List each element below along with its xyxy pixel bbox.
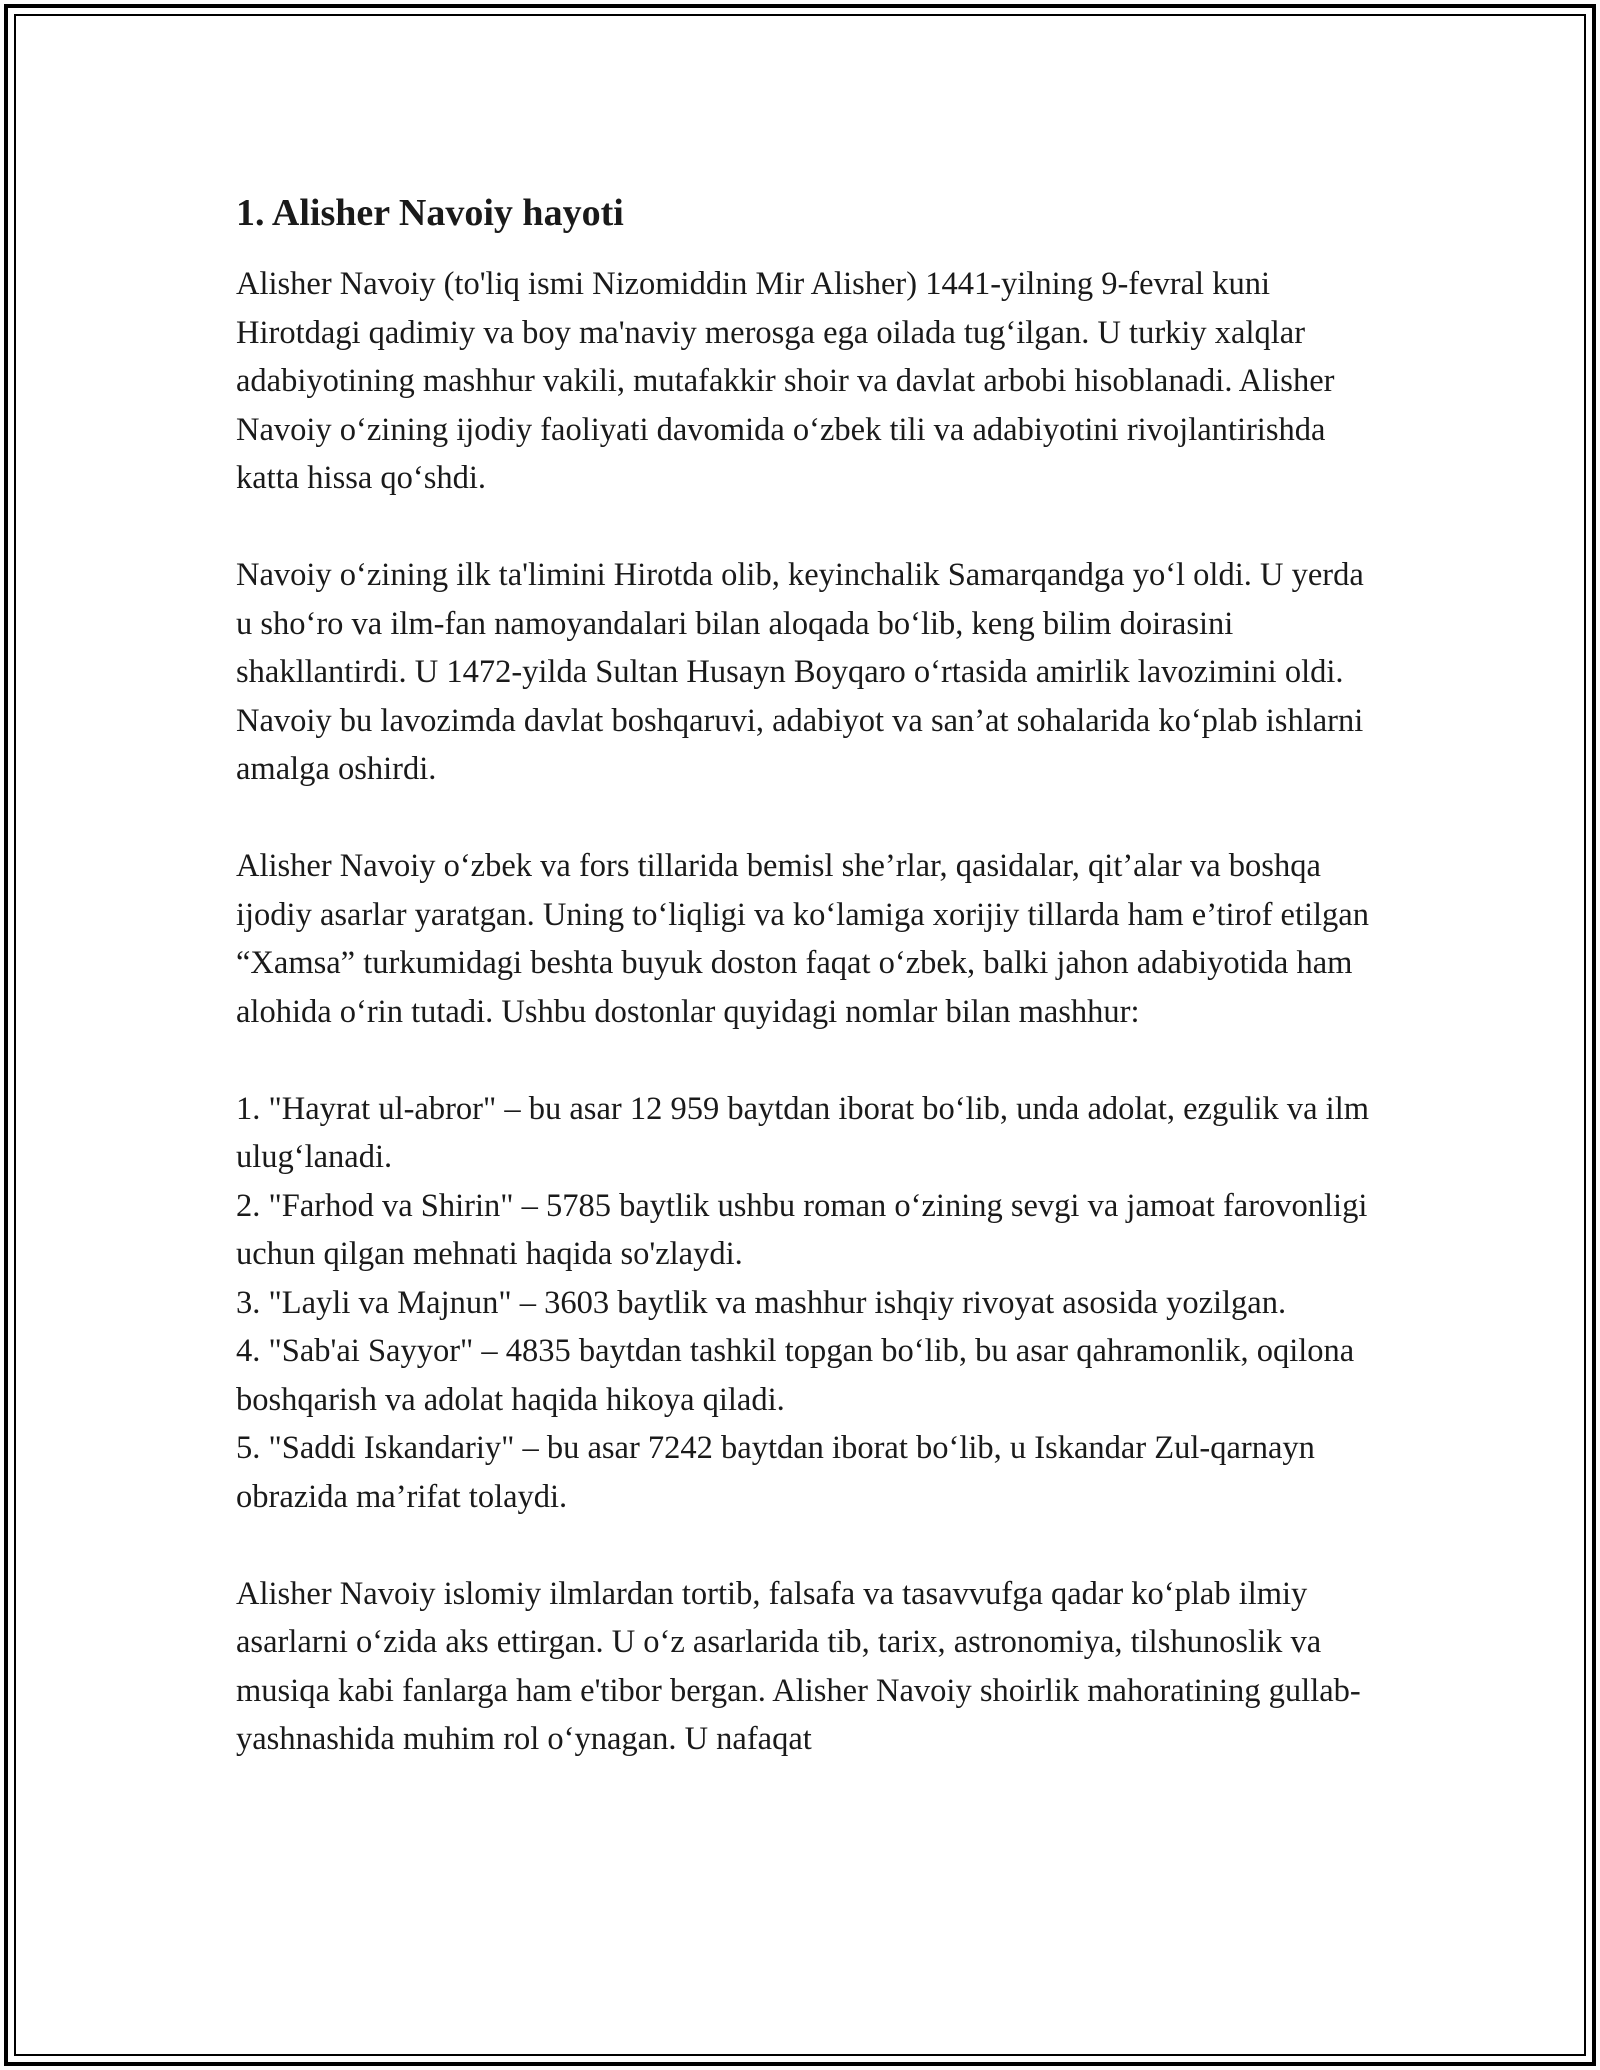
list-item: 3. "Layli va Majnun" – 3603 baytlik va mashhur ishqiy rivoyat asosida yozilgan. — [236, 1284, 1287, 1321]
paragraph-education: Navoiy o‘zining ilk ta'limini Hirotda olib, keyinchalik Samarqandga yo‘l oldi. U yerda u sho‘ro va ilm-fan namoyandalari bilan aloqada bo‘lib, keng bilim doirasini shakllantirdi. U 1472-yilda Sultan Husayn Boyqaro o‘rtasida amirlik lavozimini oldi. Navoiy bu lavozimda davlat boshqaruvi, adabiyot va san’at sohalarida ko‘plab ishlarni amalga oshirdi. — [236, 557, 1364, 787]
page-title: 1. Alisher Navoiy hayoti — [236, 192, 624, 234]
paragraph-intro: Alisher Navoiy (to'liq ismi Nizomiddin Mir Alisher) 1441-yilning 9-fevral kuni Hirotdagi qadimiy va boy ma'naviy merosga ega oilada tug‘ilgan. U turkiy xalqlar adabiyotining mashhur vakili, mutafakkir shoir va davlat arbobi hisoblanadi. Alisher Navoiy o‘zining ijodiy faoliyati davomida o‘zbek tili va adabiyotini rivojlantirishda katta hissa qo‘shdi. — [236, 266, 1335, 496]
list-item: 2. "Farhod va Shirin" – 5785 baytlik ushbu roman o‘zining sevgi va jamoat farovonligi uchun qilgan mehnati haqida so'zlaydi. — [236, 1187, 1368, 1272]
paragraph-sciences: Alisher Navoiy islomiy ilmlardan tortib, falsafa va tasavvufga qadar ko‘plab ilmiy asarlarni o‘zida aks ettirgan. U o‘z asarlarida tib, tarix, astronomiya, tilshunoslik va musiqa kabi fanlarga ham e'tibor bergan. Alisher Navoiy shoirlik mahoratining gullab-yashnashida muhim rol o‘ynagan. U nafaqat — [236, 1575, 1361, 1757]
list-item: 1. "Hayrat ul-abror" – bu asar 12 959 baytdan iborat bo‘lib, unda adolat, ezgulik va ilm ulug‘lanadi. — [236, 1090, 1370, 1175]
list-item: 5. "Saddi Iskandariy" – bu asar 7242 baytdan iborat bo‘lib, u Iskandar Zul-qarnayn obrazida ma’rifat tolaydi. — [236, 1430, 1315, 1515]
xamsa-list — [236, 1085, 1386, 1522]
list-item: 4. "Sab'ai Sayyor" – 4835 baytdan tashkil topgan bo‘lib, bu asar qahramonlik, oqilona boshqarish va adolat haqida hikoya qiladi. — [236, 1333, 1355, 1418]
paragraph-works: Alisher Navoiy o‘zbek va fors tillarida bemisl she’rlar, qasidalar, qit’alar va boshqa ijodiy asarlar yaratgan. Uning to‘liqligi va ko‘lamiga xorijiy tillarda ham e’tirof etilgan “Xamsa” turkumidagi beshta buyuk doston faqat o‘zbek, balki jahon adabiyotida ham alohida o‘rin tutadi. Ushbu dostonlar quyidagi nomlar bilan mashhur: — [236, 848, 1369, 1030]
document-body — [236, 188, 1386, 1812]
